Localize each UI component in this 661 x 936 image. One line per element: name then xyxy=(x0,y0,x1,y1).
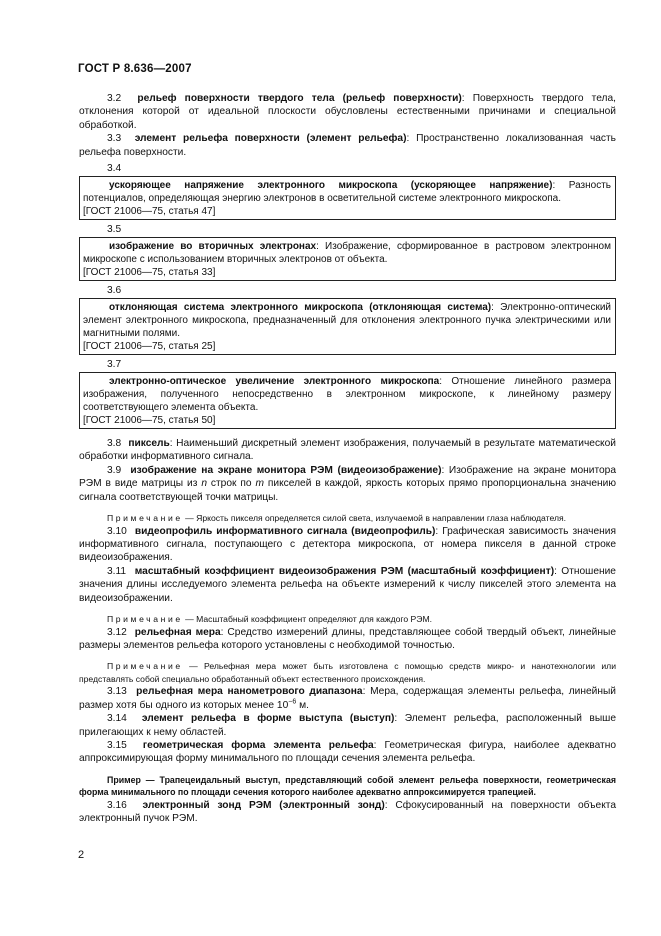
term: геометрическая форма элемента рельефа xyxy=(142,739,374,751)
reference: [ГОСТ 21006—75, статья 50] xyxy=(83,415,216,427)
term: электронный зонд РЭМ (электронный зонд) xyxy=(142,799,385,811)
note-scale-factor: Примечание — Масштабный коэффициент определяют для каждого РЭМ. xyxy=(107,614,432,624)
term: изображение на экране монитора РЭМ (видеоизображение) xyxy=(130,464,442,476)
term: элемент рельефа в форме выступа (выступ) xyxy=(141,713,395,725)
page-number: 2 xyxy=(78,849,85,861)
definition-3-9: 3.9 изображение на экране монитора РЭМ (видеоизображение): Изображение на экране монитора РЭМ в виде матрицы из n строк по m пикселей в каждой, яркость которых прямо пропорциональна значению сигнала соответствующей точки матрицы. xyxy=(79,464,617,503)
term: ускоряющее напряжение электронного микроскопа (ускоряющее напряжение) xyxy=(109,180,553,192)
term: рельеф поверхности твердого тела (рельеф поверхности) xyxy=(137,93,462,104)
definition-3-16: 3.16 электронный зонд РЭМ (электронный зонд): Сфокусированный на поверхности объекта электронный пучок РЭМ. xyxy=(79,799,616,825)
boxed-definition-3-5: изображение во вторичных электронах: Изображение, сформированное в растровом электронном микроскопе с использованием вторичных электронов от объекта. [ГОСТ 21006—75, статья 33] xyxy=(79,237,616,281)
clause-number: 3.5 xyxy=(107,224,122,236)
definition-3-12: 3.12 рельефная мера: Средство измерений длины, представляющее собой твердый объект, линейные размеры элементов рельефа которого установлены с необходимой точностью. xyxy=(79,626,616,651)
definition-3-15: 3.15 геометрическая форма элемента рельефа: Геометрическая фигура, наиболее адекватно аппроксимирующая форму минимального по площади сечения элемента рельефа. xyxy=(79,739,616,765)
reference: [ГОСТ 21006—75, статья 33] xyxy=(83,267,216,279)
clause-number: 3.4 xyxy=(107,163,122,175)
reference: [ГОСТ 21006—75, статья 25] xyxy=(83,341,216,353)
example-trapezoid: Пример — Трапецеидальный выступ, представляющий собой элемент рельефа поверхности, геометрическая форма минимального по площади сечения которого наиболее адекватно аппроксимируется трапецией. xyxy=(79,774,616,798)
term: пиксель xyxy=(128,438,170,450)
term: рельефная мера xyxy=(134,626,221,638)
term: масштабный коэффициент видеоизображения РЭМ (масштабный коэффициент) xyxy=(134,565,555,577)
definition-3-14: 3.14 элемент рельефа в форме выступа (выступ): Элемент рельефа, расположенный выше прилегающих к нему областей. xyxy=(79,713,616,738)
term: элемент рельефа поверхности (элемент рельефа) xyxy=(134,133,407,145)
term: рельефная мера нанометрового диапазона xyxy=(136,686,363,698)
note-pixel-brightness: Примечание — Яркость пикселя определяется силой света, излучаемой в направлении глаза наблюдателя. xyxy=(107,513,567,524)
clause-number: 3.6 xyxy=(107,285,122,297)
boxed-definition-3-6: отклоняющая система электронного микроскопа (отклоняющая система): Электронно-оптический элемент электронного микроскопа, предназначенный для отклонения электронного пучка электрическими или магнитными полями. [ГОСТ 21006—75, статья 25] xyxy=(79,298,616,355)
term: электронно-оптическое увеличение электронного микроскопа xyxy=(109,376,440,388)
definition-3-2: 3.2 рельеф поверхности твердого тела (рельеф поверхности): Поверхность твердого тела, отклонения которой от идеальной плоскости обусловлены естественными причинами и специальной обработкой. xyxy=(79,93,616,131)
note-relief-measure: Примечание — Рельефная мера может быть изготовлена с помощью средств микро- и нанотехнологии или представлять собой специально обработанный объект естественного происхождения. xyxy=(79,661,616,684)
term: видеопрофиль информативного сигнала (видеопрофиль) xyxy=(134,525,436,537)
reference: [ГОСТ 21006—75, статья 47] xyxy=(83,206,216,218)
definition-3-13: 3.13 рельефная мера нанометрового диапазона: Мера, содержащая элементы рельефа, линейный размер хотя бы одного из которых менее $10^{-6}$ м. xyxy=(79,686,616,711)
document-body xyxy=(79,92,616,826)
term: изображение во вторичных электронах xyxy=(109,241,317,253)
boxed-definition-3-7: электронно-оптическое увеличение электронного микроскопа: Отношение линейного размера изображения, полученного непосредственно в электронном микроскопе, к линейному размеру соответствующего элемента объекта. [ГОСТ 21006—75, статья 50] xyxy=(79,372,616,429)
page-header: ГОСТ Р 8.636—2007 xyxy=(78,63,192,75)
boxed-definition-3-4: ускоряющее напряжение электронного микроскопа (ускоряющее напряжение): Разность потенциалов, определяющая энергию электронов в осветительной системе электронного микроскопа. [ГОСТ 21006—75, статья 47] xyxy=(79,176,616,220)
definition-3-11: 3.11 масштабный коэффициент видеоизображения РЭМ (масштабный коэффициент): Отношение значения длины исследуемого элемента рельефа на объекте измерений к числу пикселей этого элемента на видеоизображении. xyxy=(79,565,616,604)
definition-3-3: 3.3 элемент рельефа поверхности (элемент рельефа): Пространственно локализованная часть рельефа поверхности. xyxy=(79,133,616,158)
term: отклоняющая система электронного микроскопа (отклоняющая система) xyxy=(109,302,492,314)
definition-3-8: 3.8 пиксель: Наименьший дискретный элемент изображения, получаемый в результате математической обработки информативного сигнала. xyxy=(79,438,616,463)
definition-3-10: 3.10 видеопрофиль информативного сигнала (видеопрофиль): Графическая зависимость значения информативного сигнала, поступающего с детектора микроскопа, от номера пикселя в данной строке видеоизображения. xyxy=(79,525,616,564)
clause-number: 3.7 xyxy=(107,359,122,371)
